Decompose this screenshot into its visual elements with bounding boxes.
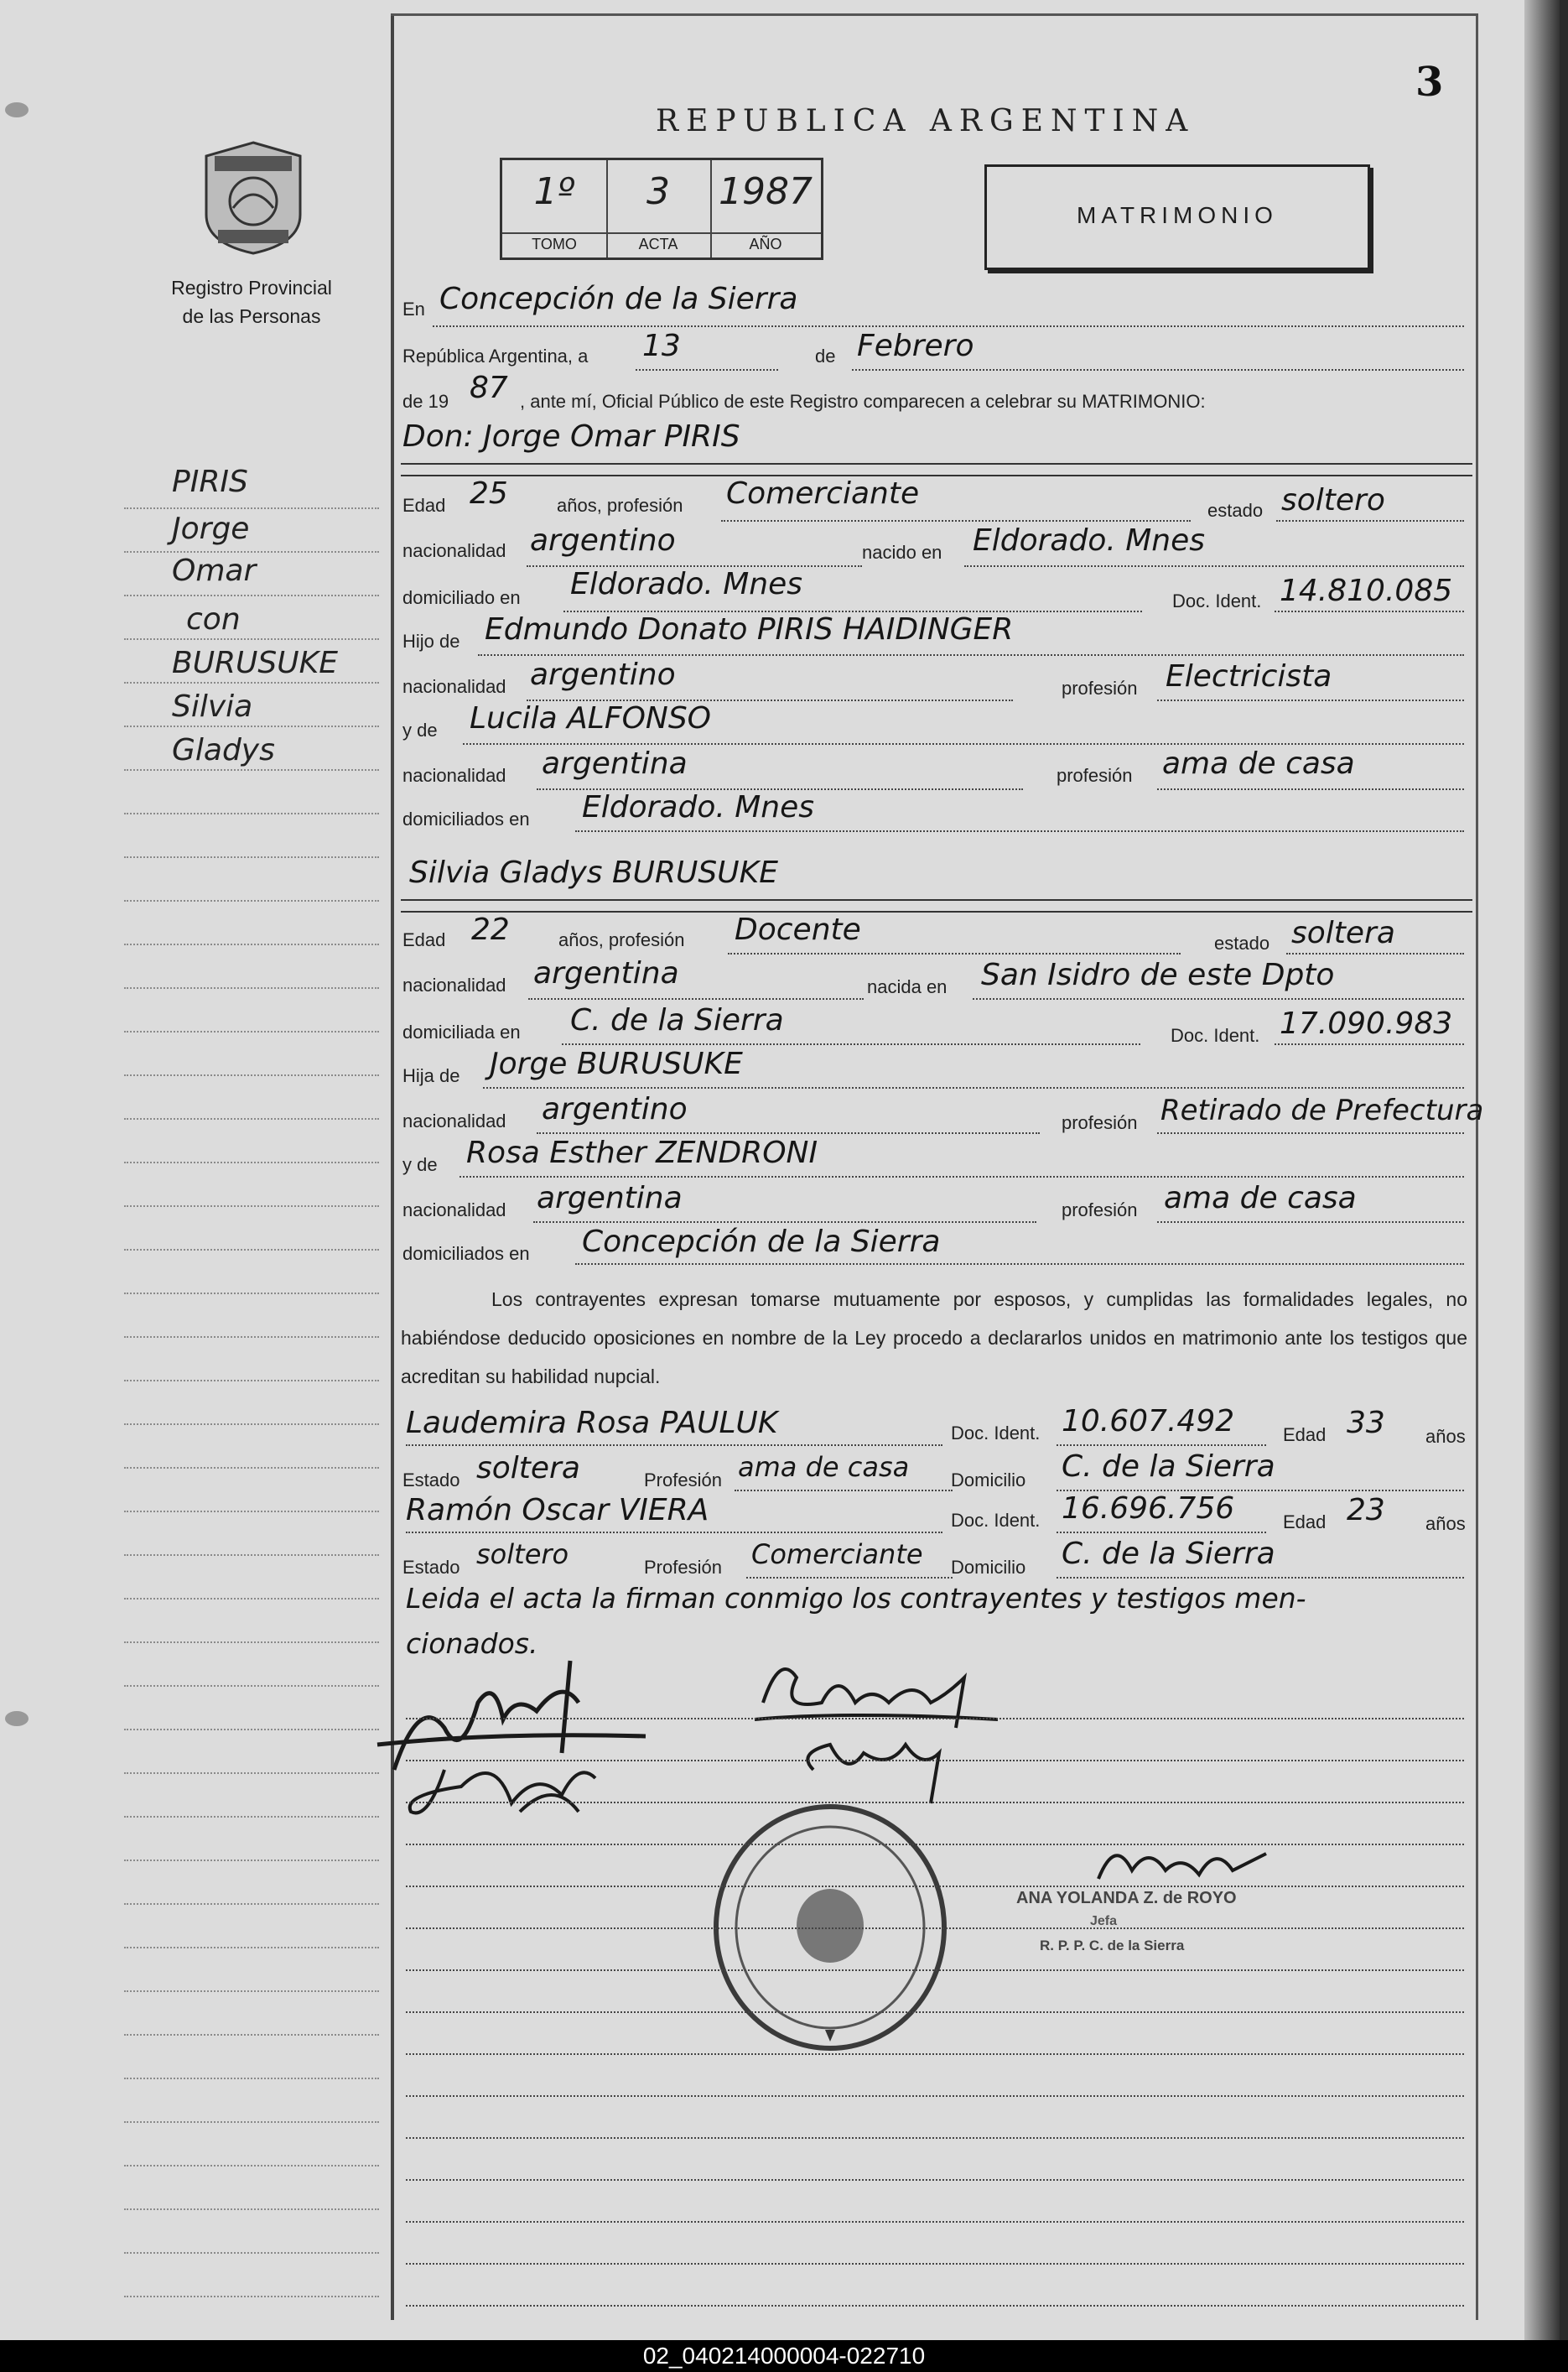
witness2-edad-label: Edad <box>1283 1511 1327 1532</box>
anio-cell <box>710 160 821 257</box>
margin-rule <box>124 1816 379 1818</box>
blank-rule <box>406 1844 1464 1845</box>
closing-line-2: cionados. <box>406 1627 538 1660</box>
witness2-domicilio: C. de la Sierra <box>1062 1537 1275 1571</box>
groom-nac-label: nacionalidad <box>402 540 506 561</box>
en-label: En <box>402 299 425 320</box>
margin-rule <box>124 1598 379 1600</box>
registry-box <box>500 158 823 260</box>
margin-rule <box>124 2034 379 2036</box>
blank-rule <box>406 2221 1464 2223</box>
bride-parents-dom-label: domiciliados en <box>402 1243 530 1264</box>
image-id-footer: 02_040214000004-022710 <box>0 2340 1568 2372</box>
bride-hija-label: Hija de <box>402 1065 460 1086</box>
witness1-doc: 10.607.492 <box>1062 1404 1235 1438</box>
margin-note: Jorge <box>172 512 250 546</box>
fill-line <box>562 1043 1140 1045</box>
margin-rule <box>124 1990 379 1992</box>
fill-line <box>483 1087 1464 1089</box>
witness1-edad: 33 <box>1347 1406 1385 1440</box>
blank-rule <box>406 2263 1464 2265</box>
margin-rule <box>124 2165 379 2167</box>
country-title: REPUBLICA ARGENTINA <box>656 104 1196 138</box>
fill-line <box>728 953 1181 955</box>
fill-line <box>575 830 1464 832</box>
margin-rule <box>124 1249 379 1251</box>
fill-line <box>964 565 1464 567</box>
groom-profesion-label: años, profesión <box>557 495 683 516</box>
fill-line <box>1286 953 1464 955</box>
witness1-prof-label: Profesión <box>644 1469 722 1490</box>
rule-line <box>401 899 1472 901</box>
witness2-anios-label: años <box>1425 1513 1466 1534</box>
fill-line <box>533 1221 1036 1223</box>
rule-line <box>401 475 1472 476</box>
margin-rule <box>124 1860 379 1861</box>
bride-father: Jorge BURUSUKE <box>490 1047 743 1081</box>
groom-mother-nac: argentina <box>542 746 688 781</box>
bride-father-nac-label: nacionalidad <box>402 1111 506 1131</box>
margin-rule <box>124 551 379 553</box>
fill-line <box>746 1577 953 1579</box>
fill-line <box>973 998 1464 1000</box>
binder-hole <box>5 1711 29 1726</box>
fill-line <box>575 1263 1464 1265</box>
fill-line <box>1157 700 1464 701</box>
margin-rule <box>124 1423 379 1425</box>
margin-rule <box>124 1118 379 1120</box>
margin-rule <box>124 595 379 596</box>
fill-line <box>1057 1444 1266 1446</box>
ceremony-place: Concepción de la Sierra <box>439 282 798 316</box>
margin-note: BURUSUKE <box>172 646 338 680</box>
bride-father-prof-label: profesión <box>1062 1112 1138 1133</box>
groom-parents-dom: Eldorado. Mnes <box>582 790 815 824</box>
bride-doc: 17.090.983 <box>1280 1007 1453 1041</box>
witness1-estado-label: Estado <box>402 1469 460 1490</box>
fill-line <box>1276 520 1464 522</box>
margin-rule <box>124 1903 379 1905</box>
witness1-profesion: ama de casa <box>738 1451 910 1483</box>
fill-line <box>735 1490 953 1491</box>
groom-edad: 25 <box>470 476 508 511</box>
tomo-value: 1º <box>533 170 575 213</box>
groom-domicilio: Eldorado. Mnes <box>570 567 803 601</box>
witness2-doc: 16.696.756 <box>1062 1491 1235 1526</box>
groom-nacionalidad: argentino <box>530 523 676 558</box>
fill-line <box>1275 611 1464 612</box>
fill-line <box>1275 1043 1464 1045</box>
blank-rule <box>406 2137 1464 2139</box>
acta-cell <box>606 160 712 257</box>
blank-rule <box>406 1969 1464 1971</box>
bride-nacionalidad: argentina <box>533 956 679 991</box>
margin-rule <box>124 1074 379 1076</box>
margin-note: Gladys <box>172 733 275 767</box>
witness2-doc-label: Doc. Ident. <box>951 1510 1041 1531</box>
bride-father-prof: Retirado de Prefectura <box>1160 1094 1484 1127</box>
fill-line <box>636 369 778 371</box>
groom-estado: soltero <box>1281 483 1385 518</box>
blank-rule <box>406 2095 1464 2097</box>
tomo-cell <box>502 160 608 257</box>
margin-rule <box>124 1336 379 1338</box>
bride-mother-nac-label: nacionalidad <box>402 1199 506 1220</box>
margin-rule <box>124 1729 379 1730</box>
appear-text: , ante mí, Oficial Público de este Registro comparecen a celebrar su MATRIMONIO: <box>520 391 1206 412</box>
witness1-name: Laudemira Rosa PAULUK <box>406 1406 778 1440</box>
fill-line <box>406 1532 942 1533</box>
fill-line <box>1157 1132 1464 1134</box>
witness1-doc-label: Doc. Ident. <box>951 1423 1041 1443</box>
groom-father: Edmundo Donato PIRIS HAIDINGER <box>485 612 1014 647</box>
bride-parents-dom: Concepción de la Sierra <box>582 1225 941 1259</box>
ceremony-day: 13 <box>642 329 681 363</box>
closing-line-1: Leida el acta la firman conmigo los contrayentes y testigos men- <box>406 1582 1306 1615</box>
margin-rule <box>124 1554 379 1556</box>
fill-line <box>721 520 1191 522</box>
blank-rule <box>406 2011 1464 2013</box>
groom-nacido: Eldorado. Mnes <box>973 523 1206 558</box>
margin-rule <box>124 1685 379 1687</box>
bride-mother-prof: ama de casa <box>1164 1181 1357 1215</box>
bride-doc-label: Doc. Ident. <box>1171 1025 1260 1046</box>
margin-rule <box>124 1947 379 1948</box>
witness2-estado: soltero <box>476 1538 569 1570</box>
margin-rule <box>124 507 379 509</box>
office-line-1: Registro Provincial <box>171 277 332 299</box>
witness2-estado-label: Estado <box>402 1557 460 1578</box>
groom-doc-label: Doc. Ident. <box>1172 590 1262 611</box>
margin-rule <box>124 638 379 640</box>
bride-nacida-label: nacida en <box>867 976 948 997</box>
groom-estado-label: estado <box>1207 500 1264 521</box>
bride-father-nac: argentino <box>542 1092 688 1126</box>
anio-value: 1987 <box>719 170 813 213</box>
witness1-domicilio: C. de la Sierra <box>1062 1449 1275 1484</box>
margin-rule <box>124 682 379 684</box>
act-type-label: MATRIMONIO <box>1077 202 1278 228</box>
groom-mother-prof-label: profesión <box>1057 765 1133 786</box>
margin-rule <box>124 769 379 771</box>
margin-rule <box>124 2296 379 2297</box>
fill-line <box>528 998 864 1000</box>
margin-note: PIRIS <box>172 465 248 499</box>
groom-mother-prof: ama de casa <box>1162 746 1355 781</box>
groom-father-nac: argentino <box>530 658 676 692</box>
witness2-dom-label: Domicilio <box>951 1557 1026 1578</box>
official-stamp-office: R. P. P. C. de la Sierra <box>1040 1938 1185 1953</box>
bride-edad-label: Edad <box>402 929 446 950</box>
witness2-name: Ramón Oscar VIERA <box>406 1493 709 1527</box>
margin-rule <box>124 2121 379 2123</box>
margin-rule <box>124 856 379 858</box>
groom-dom-label: domiciliado en <box>402 587 521 608</box>
groom-father-prof: Electricista <box>1166 659 1332 694</box>
margin-rule <box>124 1031 379 1033</box>
registry-office-name <box>134 273 369 330</box>
fill-line <box>852 369 1464 371</box>
de-label: de <box>815 346 836 367</box>
witness1-edad-label: Edad <box>1283 1424 1327 1445</box>
right-divider <box>1476 13 1478 2320</box>
rule-line <box>401 911 1472 913</box>
witness1-anios-label: años <box>1425 1426 1466 1447</box>
margin-rule <box>124 1511 379 1512</box>
margin-divider <box>391 13 394 2320</box>
bride-yde-label: y de <box>402 1154 438 1175</box>
blank-rule <box>406 1802 1464 1803</box>
fill-line <box>1057 1577 1464 1579</box>
bride-profesion: Docente <box>735 913 861 947</box>
signature-groom <box>369 1644 654 1828</box>
fill-line <box>406 1444 942 1446</box>
fill-line <box>1157 788 1464 790</box>
groom-edad-label: Edad <box>402 495 446 516</box>
blank-rule <box>406 2305 1464 2307</box>
bride-nac-label: nacionalidad <box>402 975 506 996</box>
blank-rule <box>406 1886 1464 1887</box>
bride-nacida: San Isidro de este Dpto <box>981 958 1335 992</box>
witness2-profesion: Comerciante <box>751 1538 923 1570</box>
binder-hole <box>5 102 29 117</box>
groom-parents-dom-label: domiciliados en <box>402 809 530 830</box>
bride-domicilio: C. de la Sierra <box>570 1003 784 1038</box>
groom-father-nac-label: nacionalidad <box>402 676 506 697</box>
witness1-estado: soltera <box>476 1451 580 1485</box>
margin-rule <box>124 944 379 945</box>
groom-mother-nac-label: nacionalidad <box>402 765 506 786</box>
margin-rule <box>124 1467 379 1469</box>
margin-rule <box>124 1205 379 1207</box>
fill-line <box>537 1132 1040 1134</box>
witness2-prof-label: Profesión <box>644 1557 722 1578</box>
official-stamp-name: ANA YOLANDA Z. de ROYO <box>1016 1889 1237 1907</box>
margin-note: con <box>186 602 241 637</box>
margin-rule <box>124 2208 379 2210</box>
blank-rule <box>406 1718 1464 1719</box>
ceremony-year: 87 <box>470 371 508 405</box>
bride-mother: Rosa Esther ZENDRONI <box>466 1136 818 1170</box>
margin-rule <box>124 900 379 902</box>
bride-dom-label: domiciliada en <box>402 1022 521 1043</box>
margin-rule <box>124 726 379 727</box>
bride-name: Silvia Gladys BURUSUKE <box>409 856 778 890</box>
margin-rule <box>124 813 379 814</box>
office-line-2: de las Personas <box>182 305 321 327</box>
margin-note: Omar <box>172 554 257 588</box>
bride-estado-label: estado <box>1214 933 1270 954</box>
margin-rule <box>124 1162 379 1163</box>
margin-rule <box>124 1772 379 1774</box>
declaration-text: Los contrayentes expresan tomarse mutuamente por esposos, y cumplidas las formalidades legales, no habiéndose deducido oposiciones en nombre de la Ley procedo a declararlos unidos en matrimonio ante los testigos que acreditan su habilidad nupcial. <box>401 1288 1467 1387</box>
groom-yde-label: y de <box>402 720 438 741</box>
blank-rule <box>406 1760 1464 1761</box>
fill-line <box>463 743 1464 745</box>
official-stamp-title: Jefa <box>1090 1914 1118 1928</box>
margin-rule <box>124 1641 379 1643</box>
binding-spine <box>1524 0 1560 2340</box>
witness1-dom-label: Domicilio <box>951 1469 1026 1490</box>
fill-line <box>433 325 1464 327</box>
groom-profesion: Comerciante <box>726 476 920 511</box>
blank-rule <box>406 2179 1464 2181</box>
margin-rule <box>124 1293 379 1294</box>
bride-estado: soltera <box>1291 916 1395 950</box>
groom-doc: 14.810.085 <box>1280 574 1453 608</box>
top-border <box>391 13 1477 16</box>
ceremony-month: Febrero <box>857 329 974 363</box>
witness2-edad: 23 <box>1347 1493 1385 1527</box>
groom-father-prof-label: profesión <box>1062 678 1138 699</box>
margin-rule <box>124 2078 379 2079</box>
page-number: 3 <box>1415 59 1444 106</box>
bride-mother-prof-label: profesión <box>1062 1199 1138 1220</box>
fill-line <box>478 654 1464 656</box>
margin-rule <box>124 2252 379 2254</box>
rule-line <box>401 463 1472 465</box>
act-type-box <box>984 164 1370 270</box>
groom-nacido-label: nacido en <box>862 542 942 563</box>
year-prefix: de 19 <box>402 391 449 412</box>
margin-note: Silvia <box>172 689 253 724</box>
fill-line <box>1057 1532 1266 1533</box>
margin-rule <box>124 987 379 989</box>
margin-rule <box>124 1380 379 1381</box>
groom-mother: Lucila ALFONSO <box>470 701 712 736</box>
acta-value: 3 <box>646 170 670 213</box>
signature-bride <box>746 1644 1015 1812</box>
tomo-label: TOMO <box>502 232 606 253</box>
blank-rule <box>406 2053 1464 2055</box>
fill-line <box>459 1176 1464 1178</box>
republic-label: República Argentina, a <box>402 346 589 367</box>
anio-label: AÑO <box>710 232 821 253</box>
bride-edad: 22 <box>471 913 510 947</box>
acta-label: ACTA <box>606 232 710 253</box>
fill-line <box>1157 1221 1464 1223</box>
bride-profesion-label: años, profesión <box>558 929 685 950</box>
bride-mother-nac: argentina <box>537 1181 683 1215</box>
blank-rule <box>406 1927 1464 1929</box>
province-seal-icon <box>200 139 307 257</box>
groom-name: Don: Jorge Omar PIRIS <box>402 419 740 454</box>
groom-hijo-label: Hijo de <box>402 631 460 652</box>
